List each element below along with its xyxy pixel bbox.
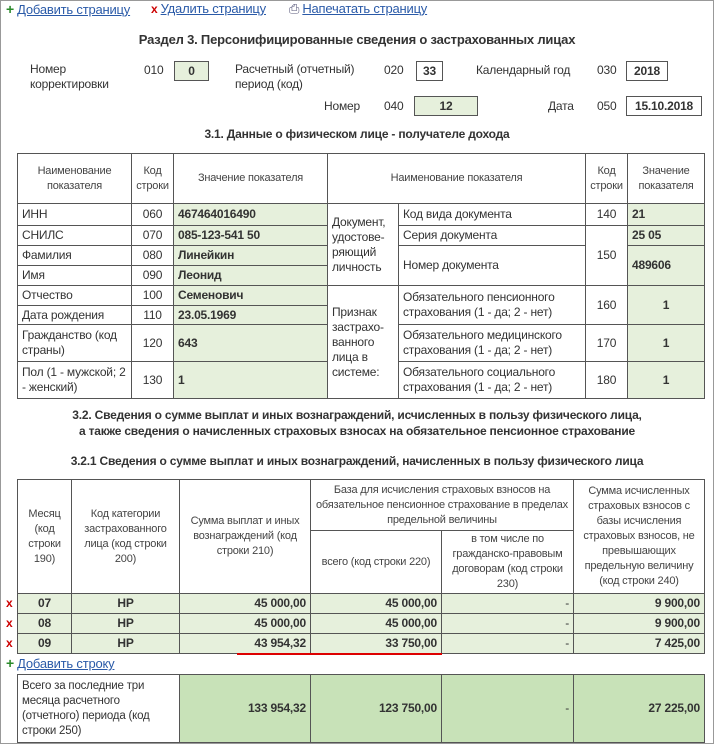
insured-row-code: 160 [586,286,628,325]
row-name: Пол (1 - мужской; 2 - женский) [18,362,132,399]
cell-base-civil[interactable]: - [442,594,574,614]
row-code: 090 [132,266,174,286]
add-row-cell [18,654,705,675]
cell-category[interactable]: НР [72,594,180,614]
insured-group-label: Признак застрахо-ванного лица в системе: [328,286,399,399]
th-base-civil: в том числе по гражданско-правовым договорам (код строки 230) [442,531,574,594]
cell-month[interactable]: 07 [18,594,72,614]
cell-base-civil[interactable]: - [442,614,574,634]
th-contrib: Сумма исчисленных страховых взносов с базы исчисления страховых взносов, не превышающих предельную величину (код строки 240) [574,480,705,594]
delete-row-icon[interactable]: x [6,596,13,610]
row-name: Гражданство (код страны) [18,325,132,362]
th-category: Код категории застрахованного лица (код строки 200) [72,480,180,594]
total-base-civil: - [442,675,574,743]
th-base-total: всего (код строки 220) [311,531,442,594]
th-name: Наименование показателя [18,154,132,204]
doc-row-name: Номер документа [399,246,586,286]
print-page-link[interactable]: Напечатать страницу [302,1,428,16]
s32-title-line2: а также сведения о начисленных страховых взносах на обязательное пенсионное страхование [79,424,635,438]
th-code2: Код строки [586,154,628,204]
row-code: 130 [132,362,174,399]
delete-page-link[interactable]: Удалить страницу [160,1,266,16]
insured-row-name: Обязательного медицинского страхования (1 - да; 2 - нет) [399,325,586,362]
table-row [18,594,705,614]
row-name: СНИЛС [18,226,132,246]
printer-icon: ⎙ [289,1,300,16]
row-name: ИНН [18,204,132,226]
period-input[interactable]: 33 [416,61,443,81]
doc-row-code: 150 [586,226,628,286]
add-page-link[interactable]: Добавить страницу [17,2,131,17]
delete-row-icon[interactable]: x [6,616,13,630]
date-label: Дата [548,99,574,113]
payments-table [17,479,705,743]
insured-row-name: Обязательного пенсионного страхования (1 - да; 2 - нет) [399,286,586,325]
cell-base-civil[interactable]: - [442,634,574,654]
date-input[interactable]: 15.10.2018 [626,96,702,116]
cell-contrib[interactable]: 9 900,00 [574,594,705,614]
highlight-underline [237,653,442,655]
th-month: Месяц (код строки 190) [18,480,72,594]
insured-row-code: 170 [586,325,628,362]
cell-base-total[interactable]: 45 000,00 [311,614,442,634]
doc-row-name: Код вида документа [399,204,586,226]
person-table [17,153,705,399]
total-payments: 133 954,32 [180,675,311,743]
row-name: Имя [18,266,132,286]
correction-code: 010 [144,63,164,77]
table-row [18,614,705,634]
plus-icon: + [6,655,14,671]
correction-label: Номер корректировки [30,62,109,91]
row-code: 080 [132,246,174,266]
row-code: 100 [132,286,174,306]
add-page-button[interactable] [6,1,130,17]
period-label: Расчетный (отчетный) период (код) [235,62,355,91]
row-name: Фамилия [18,246,132,266]
cell-payments[interactable]: 45 000,00 [180,594,311,614]
birthdate-field[interactable]: 23.05.1969 [174,306,328,325]
cell-month[interactable]: 08 [18,614,72,634]
pension-flag-field[interactable]: 1 [628,286,705,325]
th-code: Код строки [132,154,174,204]
delete-page-button[interactable] [151,1,266,16]
total-label: Всего за последние три месяца расчетного (отчетного) периода (код строки 250) [18,675,180,743]
surname-field[interactable]: Линейкин [174,246,328,266]
table-row [18,634,705,654]
th-value: Значение показателя [174,154,328,204]
medical-flag-field[interactable]: 1 [628,325,705,362]
row-name: Дата рождения [18,306,132,325]
name-field[interactable]: Леонид [174,266,328,286]
s32-title-line1: 3.2. Сведения о сумме выплат и иных вознаграждений, исчисленных в пользу физического лица, [72,408,642,422]
th-base: База для исчисления страховых взносов на обязательное пенсионное страхование в пределах предельной величины [311,480,574,531]
social-flag-field[interactable]: 1 [628,362,705,399]
doc-type-field[interactable]: 21 [628,204,705,226]
row-code: 060 [132,204,174,226]
patronymic-field[interactable]: Семенович [174,286,328,306]
add-row-link[interactable]: Добавить строку [17,656,115,671]
total-contrib: 27 225,00 [574,675,705,743]
cell-base-total[interactable]: 33 750,00 [311,634,442,654]
plus-icon: + [6,1,14,17]
th-payments: Сумма выплат и иных вознаграждений (код строки 210) [180,480,311,594]
number-code: 040 [384,99,404,113]
year-code: 030 [597,63,617,77]
row-name: Отчество [18,286,132,306]
row-code: 110 [132,306,174,325]
cell-category[interactable]: НР [72,614,180,634]
correction-input[interactable]: 0 [174,61,209,81]
date-code: 050 [597,99,617,113]
doc-number-field[interactable]: 489606 [628,246,705,286]
doc-series-field[interactable]: 25 05 [628,226,705,246]
print-page-button[interactable] [289,1,427,17]
row-code: 120 [132,325,174,362]
cell-payments[interactable]: 43 954,32 [180,634,311,654]
th-name2: Наименование показателя [328,154,586,204]
add-row-button[interactable] [6,655,114,671]
cell-month[interactable]: 09 [18,634,72,654]
doc-group-label: Документ, удостове-ряющий личность [328,204,399,286]
year-input[interactable]: 2018 [626,61,668,81]
number-label: Номер [324,99,360,113]
inn-field[interactable]: 467464016490 [174,204,328,226]
s31-title: 3.1. Данные о физическом лице - получателе дохода [204,127,510,141]
cell-payments[interactable]: 45 000,00 [180,614,311,634]
section-title: Раздел 3. Персонифицированные сведения о застрахованных лицах [138,32,576,47]
th-value2: Значение показателя [628,154,705,204]
cell-category[interactable]: НР [72,634,180,654]
row-code: 070 [132,226,174,246]
delete-row-icon[interactable]: x [6,636,13,650]
cell-contrib[interactable]: 9 900,00 [574,614,705,634]
year-label: Календарный год [476,63,571,77]
number-input[interactable]: 12 [414,96,478,116]
s321-title: 3.2.1 Сведения о сумме выплат и иных вознаграждений, начисленных в пользу физического лица [70,454,644,468]
cell-contrib[interactable]: 7 425,00 [574,634,705,654]
period-code: 020 [384,63,404,77]
delete-icon: x [151,2,158,16]
doc-row-name: Серия документа [399,226,586,246]
insured-row-name: Обязательного социального страхования (1 - да; 2 - нет) [399,362,586,399]
cell-base-total[interactable]: 45 000,00 [311,594,442,614]
citizenship-field[interactable]: 643 [174,325,328,362]
doc-row-code: 140 [586,204,628,226]
insured-row-code: 180 [586,362,628,399]
gender-field[interactable]: 1 [174,362,328,399]
total-base-total: 123 750,00 [311,675,442,743]
snils-field[interactable]: 085-123-541 50 [174,226,328,246]
